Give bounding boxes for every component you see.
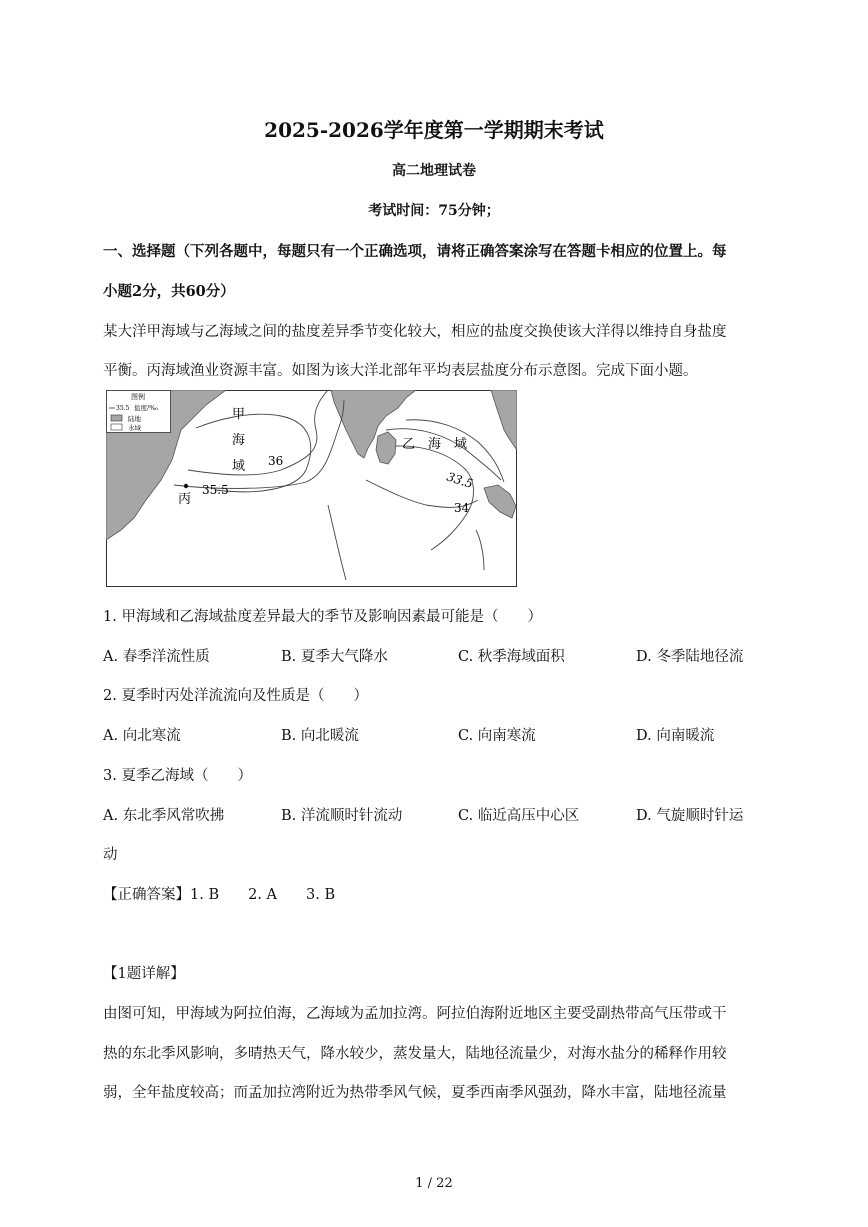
answer-line: 【正确答案】1. B 2. A 3. B — [103, 887, 336, 903]
question-3-stem: 3. 夏季乙海域（ ） — [103, 768, 252, 784]
question-1-option-b[interactable]: B. 夏季大气降水 — [281, 649, 388, 665]
iso-label-34: 34 — [454, 501, 470, 515]
page-number: 1 / 22 — [415, 1176, 453, 1191]
label-jia-2: 海 — [232, 433, 246, 448]
iso-label-36: 36 — [268, 454, 284, 468]
label-jia-3: 域 — [232, 459, 246, 474]
question-3-option-d-wrap: 动 — [103, 847, 118, 863]
legend-isoline-value: 35.5 — [116, 405, 130, 412]
question-2-option-a[interactable]: A. 向北寒流 — [103, 728, 181, 744]
detail-line1: 由图可知，甲海域为阿拉伯海，乙海域为孟加拉湾。阿拉伯海附近地区主要受副热带高气压带或干 — [103, 1006, 727, 1022]
intro-line1: 某大洋甲海域与乙海域之间的盐度差异季节变化较大，相应的盐度交换使该大洋得以维持自身盐度 — [103, 324, 727, 340]
legend-title: 图例 — [131, 393, 145, 401]
point-bing-marker — [184, 484, 188, 488]
iso-label-33-5: 33.5 — [445, 469, 475, 492]
question-1-option-a[interactable]: A. 春季洋流性质 — [103, 649, 210, 665]
question-2-option-d[interactable]: D. 向南暖流 — [636, 728, 715, 744]
question-2-option-c[interactable]: C. 向南寒流 — [458, 728, 536, 744]
question-2-stem: 2. 夏季时丙处洋流流向及性质是（ ） — [103, 688, 368, 704]
question-3-option-b[interactable]: B. 洋流顺时针流动 — [281, 808, 403, 824]
exam-subtitle: 高二地理试卷 — [392, 163, 476, 179]
intro-line2: 平衡。丙海域渔业资源丰富。如图为该大洋北部年平均表层盐度分布示意图。完成下面小题。 — [103, 363, 698, 379]
question-2-option-b[interactable]: B. 向北暖流 — [281, 728, 359, 744]
iso-label-35-5: 35.5 — [202, 483, 229, 497]
legend-land-label: 陆地 — [128, 415, 141, 423]
detail-line2: 热的东北季风影响，多晴热天气，降水较少，蒸发量大，陆地径流量少，对海水盐分的稀释作用较 — [103, 1046, 727, 1062]
question-1-option-c[interactable]: C. 秋季海域面积 — [458, 649, 565, 665]
legend-isoline-label: 盐度/‰ — [134, 404, 158, 412]
exam-time: 考试时间：75分钟； — [368, 203, 500, 219]
label-yi: 乙 海 域 — [402, 437, 468, 452]
exam-title: 2025-2026学年度第一学期期末考试 — [264, 118, 604, 142]
label-jia-1: 甲 — [232, 407, 246, 422]
question-1-stem: 1. 甲海域和乙海域盐度差异最大的季节及影响因素最可能是（ ） — [103, 609, 542, 625]
label-bing: 丙 — [178, 492, 192, 507]
question-3-option-d[interactable]: D. 气旋顺时针运 — [636, 808, 744, 824]
detail-heading: 【1题详解】 — [103, 966, 185, 982]
question-3-option-a[interactable]: A. 东北季风常吹拂 — [103, 808, 225, 824]
detail-line3: 弱，全年盐度较高；而孟加拉湾附近为热带季风气候，夏季西南季风强劲，降水丰富，陆地径流量 — [103, 1085, 727, 1101]
legend-water-label: 水域 — [128, 424, 141, 432]
question-1-option-d[interactable]: D. 冬季陆地径流 — [636, 649, 744, 665]
salinity-map — [106, 390, 517, 587]
section-heading-line2: 小题2分，共60分） — [103, 283, 235, 300]
question-3-option-c[interactable]: C. 临近高压中心区 — [458, 808, 580, 824]
section-heading-line1: 一、选择题（下列各题中，每题只有一个正确选项，请将正确答案涂写在答题卡相应的位置上。每 — [103, 243, 727, 260]
